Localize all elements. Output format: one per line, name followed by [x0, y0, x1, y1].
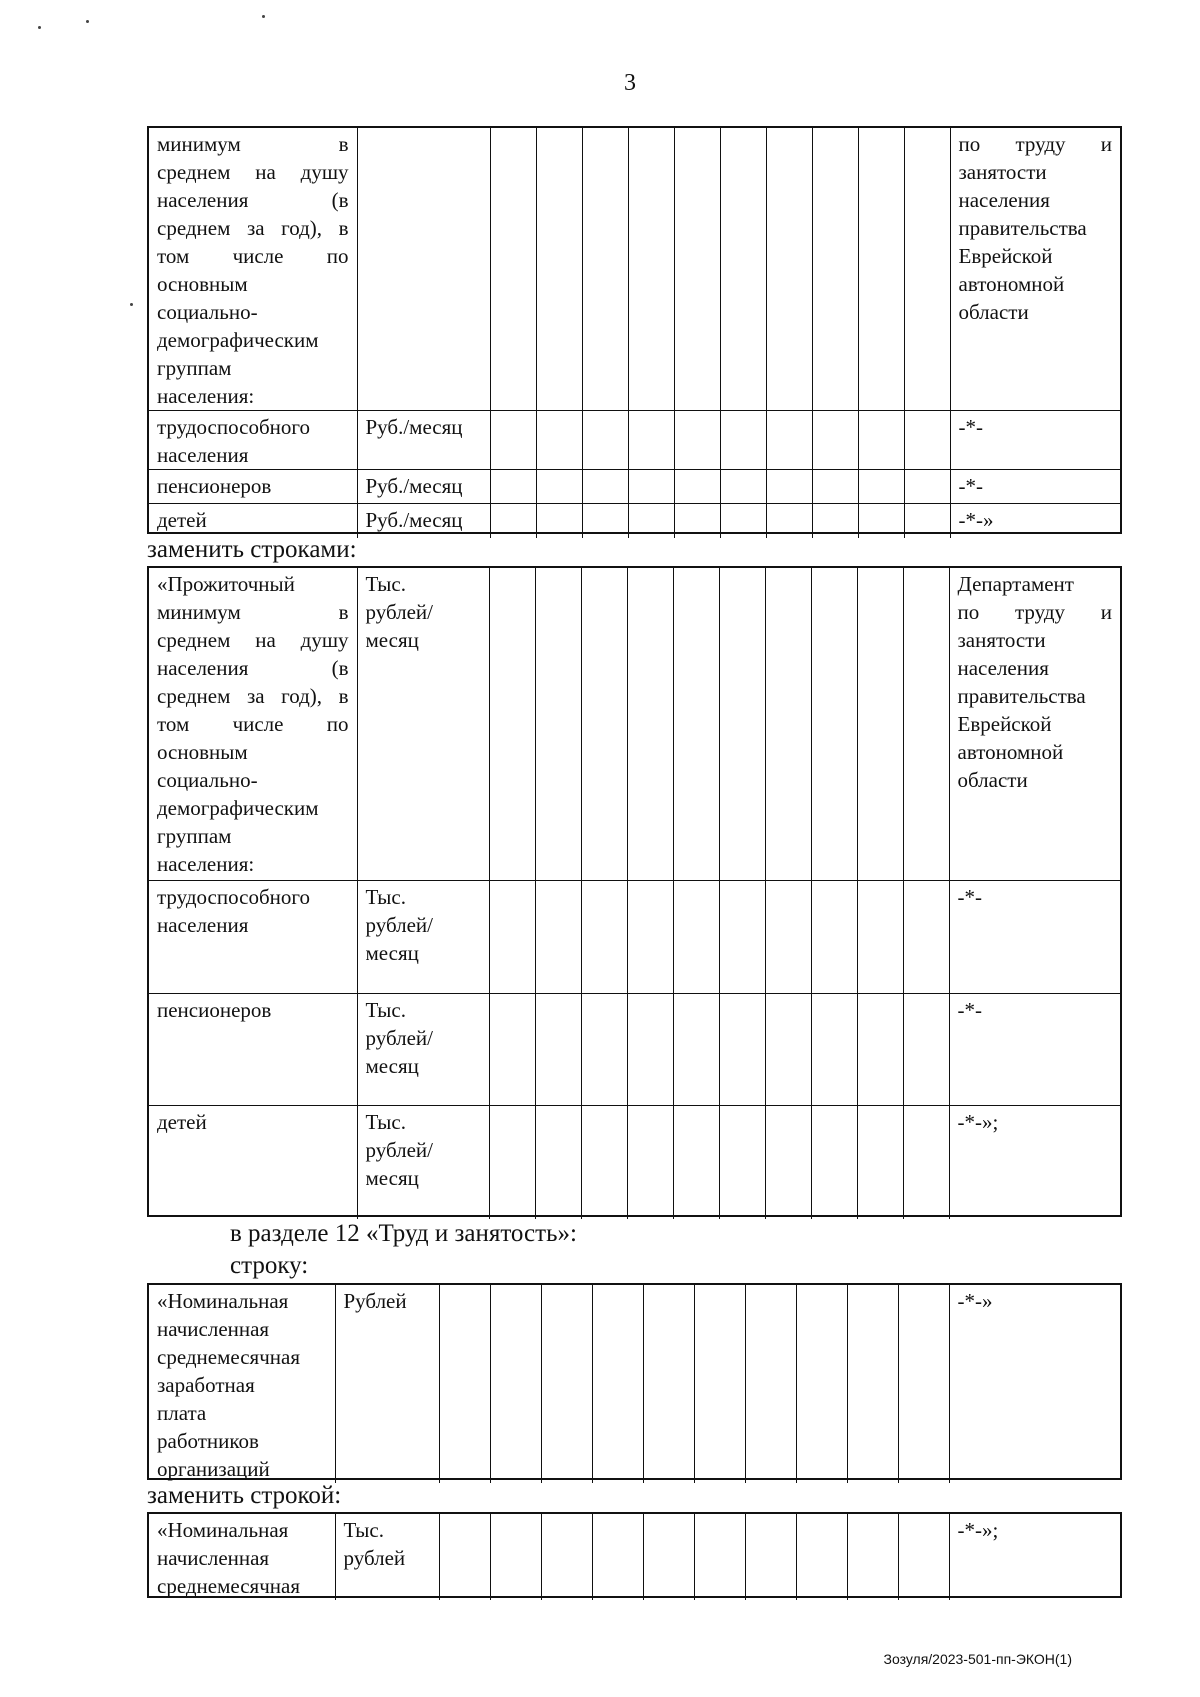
value-cell	[673, 1105, 719, 1219]
value-cell	[536, 128, 582, 411]
table-new-salary-row	[147, 1512, 1122, 1598]
cell-text-line: «Номинальная	[157, 1289, 289, 1313]
cell-text-line: -*-	[957, 884, 982, 909]
responsible-cell	[949, 993, 1120, 1105]
scan-speck	[262, 15, 265, 18]
responsible-cell	[950, 128, 1120, 411]
indicator-name-cell	[149, 470, 357, 504]
heading-replace-rows: заменить строками:	[147, 536, 357, 563]
cell-text-line: рублей/	[365, 1137, 433, 1162]
indicator-name-cell	[149, 128, 357, 411]
value-cell	[674, 470, 720, 504]
value-cell	[903, 880, 949, 993]
cell-text-line: основным	[157, 272, 248, 296]
cell-text-line: среднем на душу	[157, 160, 349, 184]
value-cell	[541, 1285, 592, 1483]
table-row	[149, 411, 1120, 470]
value-cell	[847, 1285, 898, 1483]
value-cell	[898, 1285, 949, 1483]
cell-text-line: группам	[157, 356, 232, 380]
value-cell	[582, 128, 628, 411]
value-cell	[439, 1285, 490, 1483]
value-cell	[581, 1105, 627, 1219]
scan-speck	[38, 26, 41, 29]
unit-cell: Руб./месяц	[357, 411, 490, 470]
cell-text-line: месяц	[365, 628, 419, 652]
cell-text-line: рублей/	[365, 1025, 433, 1050]
heading-row: строку:	[230, 1252, 309, 1279]
value-cell	[439, 1514, 490, 1600]
value-cell	[858, 411, 904, 470]
cell-text-line: «Номинальная	[157, 1518, 289, 1542]
value-cell	[898, 1514, 949, 1600]
value-cell	[673, 993, 719, 1105]
value-cell	[857, 993, 903, 1105]
cell-text-line: демографическим	[157, 328, 319, 352]
table-row	[149, 1105, 1120, 1219]
value-cell	[719, 993, 765, 1105]
value-cell	[581, 568, 627, 880]
value-cell	[745, 1285, 796, 1483]
indicator-name-cell	[149, 1285, 335, 1483]
heading-section-12: в разделе 12 «Труд и занятость»:	[230, 1220, 577, 1247]
table-row	[149, 568, 1120, 880]
cell-text-line: Тыс.	[343, 1518, 384, 1542]
value-cell	[628, 504, 674, 538]
cell-text-line: месяц	[365, 1165, 419, 1190]
indicator-name-cell	[149, 1105, 357, 1219]
cell-text-line: автономной	[957, 740, 1064, 764]
unit-cell	[357, 880, 489, 993]
table-row	[149, 880, 1120, 993]
scan-speck	[86, 20, 89, 23]
value-cell	[673, 568, 719, 880]
value-cell	[489, 568, 535, 880]
value-cell	[628, 128, 674, 411]
value-cell	[903, 568, 949, 880]
cell-text-line: том числе по	[157, 244, 349, 268]
value-cell	[490, 1285, 541, 1483]
cell-text-line: населения:	[157, 384, 255, 408]
value-cell	[904, 470, 950, 504]
cell-text-line: основным	[157, 740, 248, 764]
value-cell	[720, 128, 766, 411]
value-cell	[720, 470, 766, 504]
cell-text-line: занятости	[957, 628, 1046, 652]
responsible-cell	[950, 470, 1120, 504]
value-cell	[765, 880, 811, 993]
table-row	[149, 128, 1120, 411]
value-cell	[536, 504, 582, 538]
responsible-cell	[949, 880, 1120, 993]
value-cell	[796, 1514, 847, 1600]
value-cell	[719, 1105, 765, 1219]
cell-text-line: Тыс.	[365, 884, 406, 909]
value-cell	[536, 470, 582, 504]
value-cell	[811, 568, 857, 880]
responsible-cell	[950, 411, 1120, 470]
scan-speck	[130, 303, 133, 306]
value-cell	[811, 880, 857, 993]
indicator-name-cell	[149, 411, 357, 470]
table-original-salary-row	[147, 1283, 1122, 1480]
value-cell	[904, 504, 950, 538]
cell-text-line: -*-»	[957, 1289, 993, 1313]
value-cell	[766, 470, 812, 504]
value-cell	[490, 470, 536, 504]
value-cell	[535, 1105, 581, 1219]
value-cell	[858, 128, 904, 411]
value-cell	[766, 504, 812, 538]
unit-cell	[357, 128, 490, 411]
cell-text-line: среднемесячная	[157, 1345, 301, 1369]
value-cell	[858, 470, 904, 504]
cell-text-line: области	[957, 768, 1028, 792]
cell-text-line: области	[958, 300, 1029, 324]
table-row	[149, 993, 1120, 1105]
page-number: 3	[624, 70, 636, 96]
value-cell	[535, 568, 581, 880]
value-cell	[857, 568, 903, 880]
cell-text-line: по труду и	[957, 600, 1112, 624]
value-cell	[766, 128, 812, 411]
cell-text-line: населения	[157, 443, 249, 467]
value-cell	[592, 1285, 643, 1483]
responsible-cell	[949, 1105, 1120, 1219]
value-cell	[581, 880, 627, 993]
table-row	[149, 504, 1120, 538]
cell-text-line: плата	[157, 1401, 207, 1425]
cell-text-line: среднем за год), в	[157, 684, 349, 708]
value-cell	[592, 1514, 643, 1600]
cell-text-line: населения	[157, 912, 249, 937]
value-cell	[904, 411, 950, 470]
cell-text-line: -*-»;	[957, 1518, 999, 1542]
cell-text-line: среднем на душу	[157, 628, 349, 652]
value-cell	[628, 470, 674, 504]
cell-text-line: рублей/	[365, 600, 433, 624]
value-cell	[674, 128, 720, 411]
responsible-cell	[949, 568, 1120, 880]
unit-cell	[335, 1285, 439, 1483]
cell-text-line: среднем за год), в	[157, 216, 349, 240]
value-cell	[490, 128, 536, 411]
cell-text-line: населения	[958, 188, 1050, 212]
cell-text-line: среднемесячная	[157, 1574, 301, 1598]
cell-text-line: правительства	[957, 684, 1086, 708]
value-cell	[674, 411, 720, 470]
cell-text-line: начисленная	[157, 1546, 270, 1570]
value-cell	[766, 411, 812, 470]
value-cell	[490, 504, 536, 538]
value-cell	[812, 411, 858, 470]
value-cell	[643, 1285, 694, 1483]
value-cell	[765, 1105, 811, 1219]
value-cell	[720, 411, 766, 470]
table-row	[149, 1285, 1120, 1483]
value-cell	[904, 128, 950, 411]
cell-text-line: начисленная	[157, 1317, 270, 1341]
cell-text-line: группам	[157, 824, 232, 848]
value-cell	[627, 880, 673, 993]
value-cell	[858, 504, 904, 538]
value-cell	[857, 1105, 903, 1219]
value-cell	[812, 128, 858, 411]
unit-cell: Руб./месяц	[357, 504, 490, 538]
value-cell	[903, 1105, 949, 1219]
value-cell	[720, 504, 766, 538]
table-row	[149, 1514, 1120, 1600]
value-cell	[903, 993, 949, 1105]
unit-cell: Руб./месяц	[357, 470, 490, 504]
value-cell	[535, 993, 581, 1105]
value-cell	[581, 993, 627, 1105]
unit-cell	[357, 993, 489, 1105]
cell-text-line: трудоспособного	[157, 884, 310, 909]
cell-text-line: правительства	[958, 216, 1087, 240]
cell-text-line: -*-	[958, 415, 983, 439]
indicator-name-cell	[149, 880, 357, 993]
indicator-name-cell	[149, 568, 357, 880]
value-cell	[765, 568, 811, 880]
value-cell	[643, 1514, 694, 1600]
cell-text-line: Департамент	[957, 572, 1074, 596]
cell-text-line: минимум в	[157, 132, 349, 156]
cell-text-line: по труду и	[958, 132, 1112, 156]
cell-text-line: том числе по	[157, 712, 349, 736]
cell-text-line: Тыс.	[365, 997, 406, 1022]
indicator-name-cell	[149, 504, 357, 538]
value-cell	[811, 1105, 857, 1219]
responsible-cell	[949, 1285, 1120, 1483]
cell-text-line: рублей	[343, 1546, 406, 1570]
cell-text-line: автономной	[958, 272, 1065, 296]
cell-text-line: населения	[957, 656, 1049, 680]
cell-text-line: работников	[157, 1429, 259, 1453]
cell-text-line: населения:	[157, 852, 255, 876]
cell-text-line: занятости	[958, 160, 1047, 184]
cell-text-line: пенсионеров	[157, 474, 272, 498]
cell-text-line: -*-	[957, 997, 982, 1022]
value-cell	[582, 470, 628, 504]
value-cell	[489, 993, 535, 1105]
value-cell	[627, 568, 673, 880]
value-cell	[719, 568, 765, 880]
cell-text-line: трудоспособного	[157, 415, 310, 439]
cell-text-line: детей	[157, 508, 207, 532]
cell-text-line: Еврейской	[958, 244, 1053, 268]
cell-text-line: -*-	[958, 474, 983, 498]
value-cell	[812, 504, 858, 538]
value-cell	[674, 504, 720, 538]
table-row	[149, 470, 1120, 504]
cell-text-line: пенсионеров	[157, 997, 272, 1022]
value-cell	[582, 504, 628, 538]
value-cell	[535, 880, 581, 993]
responsible-cell	[950, 504, 1120, 538]
value-cell	[847, 1514, 898, 1600]
cell-text-line: заработная	[157, 1373, 255, 1397]
value-cell	[694, 1514, 745, 1600]
value-cell	[765, 993, 811, 1105]
cell-text-line: -*-»	[958, 508, 994, 532]
cell-text-line: населения (в	[157, 656, 349, 680]
document-code-footer: Зозуля/2023-501-пп-ЭКОН(1)	[883, 1651, 1072, 1667]
cell-text-line: Тыс.	[365, 1109, 406, 1134]
cell-text-line: -*-»;	[957, 1109, 999, 1134]
value-cell	[489, 1105, 535, 1219]
heading-replace-row: заменить строкой:	[147, 1482, 342, 1509]
indicator-name-cell	[149, 993, 357, 1105]
value-cell	[812, 470, 858, 504]
cell-text-line: населения (в	[157, 188, 349, 212]
cell-text-line: социально-	[157, 300, 258, 324]
value-cell	[627, 993, 673, 1105]
value-cell	[628, 411, 674, 470]
value-cell	[811, 993, 857, 1105]
value-cell	[796, 1285, 847, 1483]
cell-text-line: детей	[157, 1109, 207, 1134]
value-cell	[745, 1514, 796, 1600]
cell-text-line: демографическим	[157, 796, 319, 820]
value-cell	[719, 880, 765, 993]
unit-cell	[357, 568, 489, 880]
value-cell	[490, 411, 536, 470]
cell-text-line: рублей/	[365, 912, 433, 937]
table-original-subsistence-rows	[147, 126, 1122, 534]
value-cell	[536, 411, 582, 470]
value-cell	[489, 880, 535, 993]
cell-text-line: организаций	[157, 1457, 270, 1481]
value-cell	[694, 1285, 745, 1483]
table-new-subsistence-rows	[147, 566, 1122, 1217]
value-cell	[857, 880, 903, 993]
value-cell	[582, 411, 628, 470]
cell-text-line: социально-	[157, 768, 258, 792]
cell-text-line: «Прожиточный	[157, 572, 295, 596]
cell-text-line: месяц	[365, 940, 419, 965]
value-cell	[490, 1514, 541, 1600]
cell-text-line: минимум в	[157, 600, 349, 624]
responsible-cell	[949, 1514, 1120, 1600]
value-cell	[673, 880, 719, 993]
unit-cell	[335, 1514, 439, 1600]
cell-text-line: Еврейской	[957, 712, 1052, 736]
value-cell	[541, 1514, 592, 1600]
cell-text-line: Тыс.	[365, 572, 406, 596]
value-cell	[627, 1105, 673, 1219]
cell-text-line: месяц	[365, 1053, 419, 1078]
cell-text-line: Рублей	[343, 1289, 407, 1313]
unit-cell	[357, 1105, 489, 1219]
indicator-name-cell	[149, 1514, 335, 1600]
